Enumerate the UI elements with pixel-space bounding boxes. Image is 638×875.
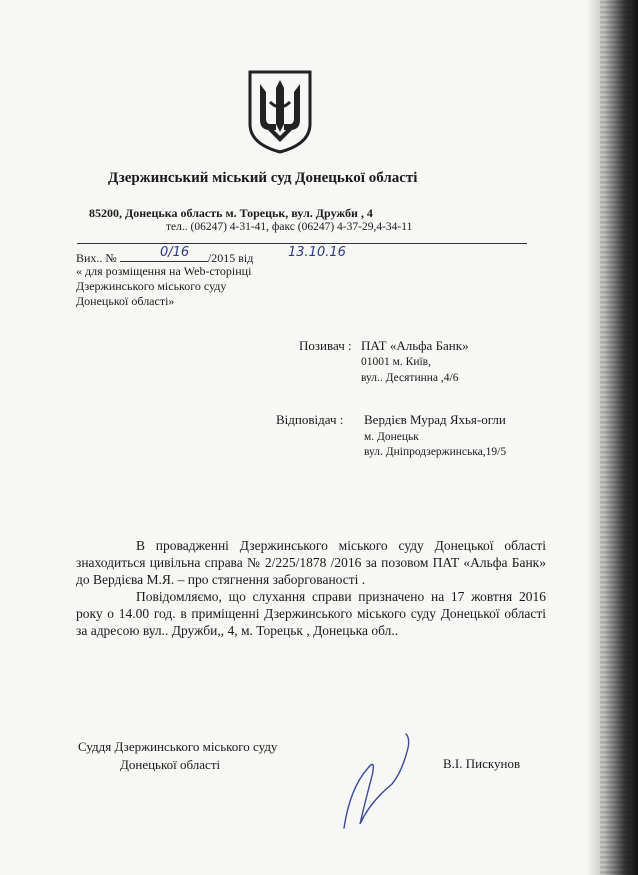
body-paragraph: Повідомляємо, що слухання справи призначено на 17 жовтня 2016 року о 14.00 год. в приміщенні Дзержинського міського суду Донецької області за адресою вул.. Дружби,, 4, м. Торецьк , Донецька обл..: [76, 589, 546, 638]
letter-body: [76, 537, 546, 639]
signatory-name: В.І. Пискунов: [443, 756, 521, 771]
recipient-line: Дзержинського міського суду: [76, 279, 227, 293]
defendant-address-2: вул. Дніпродзержинська,19/5: [364, 446, 507, 458]
header-divider: [77, 243, 527, 244]
outgoing-suffix: /2015 від: [207, 251, 254, 265]
recipient-line: « для розміщення на Web-сторінці: [76, 264, 252, 278]
signatory-role-line: Суддя Дзержинського міського суду: [78, 739, 278, 754]
defendant-name: Вердієв Мурад Яхья-огли: [364, 412, 506, 427]
court-address: 85200, Донецька область м. Торецьк, вул. Дружби , 4: [89, 206, 373, 220]
plaintiff-name: ПАТ «Альфа Банк»: [361, 338, 469, 353]
scan-edge-noise: [600, 0, 630, 875]
recipient-block: [76, 264, 276, 309]
handwritten-date: 13.10.16: [288, 245, 346, 260]
signatory-role-line: Донецької області: [120, 757, 221, 772]
outgoing-prefix: Вих.. №: [76, 251, 117, 265]
defendant-label: Відповідач :: [276, 412, 344, 427]
court-name: Дзержинський міський суд Донецької області: [108, 170, 418, 186]
recipient-line: Донецької області»: [76, 294, 175, 308]
plaintiff-address-2: вул.. Десятинна ,4/6: [361, 372, 459, 384]
defendant-address-1: м. Донецьк: [364, 431, 419, 443]
handwritten-number: 0/16: [160, 245, 190, 260]
body-paragraph: В провадженні Дзержинського міського суду Донецької області знаходиться цивільна справа № 2/225/1878 /2016 за позовом ПАТ «Альфа Банк» до Вердієва М.Я. – про стягнення заборгованості .: [76, 538, 546, 587]
court-phones: тел.. (06247) 4-31-41, факс (06247) 4-37-29,4-34-11: [166, 221, 413, 233]
handwritten-signature-icon: [330, 728, 440, 838]
plaintiff-label: Позивач :: [299, 338, 352, 353]
plaintiff-address-1: 01001 м. Київ,: [361, 356, 431, 368]
signatory-role: [78, 738, 318, 774]
coat-of-arms-icon: [246, 68, 314, 154]
